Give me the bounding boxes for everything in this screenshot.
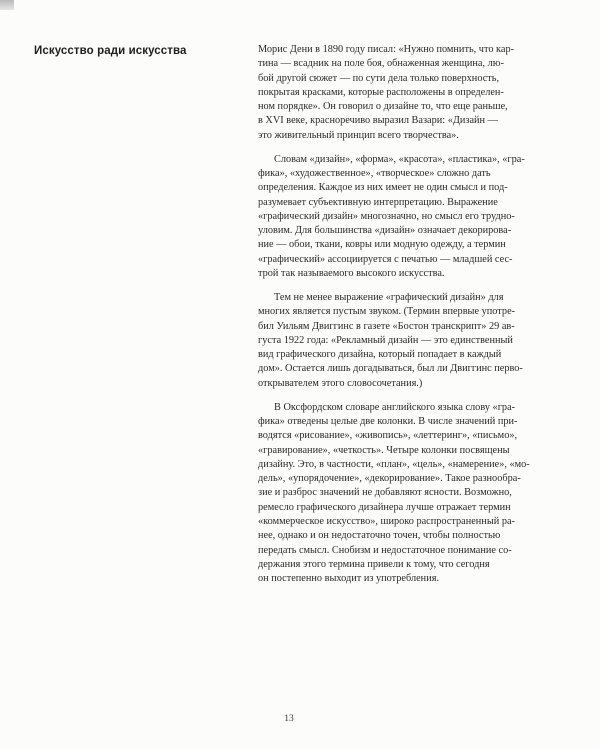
text-line: дель», «упорядочение», «декорирование». Такое разнообра-: [258, 473, 521, 485]
text-line: Морис Дени в 1890 году писал: «Нужно помнить, что кар-: [258, 44, 515, 55]
text-line: бил Уильям Двиггинс в газете «Бостон транскрипт» 29 ав-: [258, 320, 515, 332]
text-line: бой другой сюжет — по сути дела только поверхность,: [258, 72, 500, 84]
text-line: «коммерческое искусство», широко распространенный ра-: [258, 515, 515, 527]
text-line: ние — обои, ткани, ковры или модную одежду, а термин: [258, 239, 506, 251]
text-line: трой так называемого высокого искусства.: [258, 268, 445, 280]
text-line: открывателем этого словосочетания.): [258, 377, 423, 389]
text-line: держания этого термина привели к тому, что сегодня: [258, 558, 490, 570]
text-line: уловим. Для большинства «дизайн» означает декорирова-: [258, 225, 512, 237]
text-line: «графический дизайн» многозначно, но смысл его трудно-: [258, 210, 515, 222]
text-line: дизайну. Это, в частности, «план», «цель», «намерение», «мо-: [258, 458, 530, 470]
text-line: он постепенно выходит из употребления.: [258, 573, 440, 585]
text-line: определения. Каждое из них имеет не один смысл и под-: [258, 182, 508, 194]
page-number: 13: [284, 714, 294, 724]
scan-edge-mark: [0, 0, 14, 10]
text-line: разумевает субъективную интерпретацию. Выражение: [258, 196, 498, 208]
section-title: Искусство ради искусства: [34, 45, 187, 57]
paragraph: [258, 43, 571, 143]
text-line: водятся «рисование», «живопись», «леттеринг», «письмо»,: [258, 430, 518, 442]
text-line: тина — всадник на поле боя, обнаженная женщина, лю-: [258, 58, 504, 70]
text-line: вид графического дизайна, который попадает в каждый: [258, 349, 502, 361]
paragraph: [258, 153, 571, 282]
text-line: «графический» ассоциируется с печатью — младшей сес-: [258, 253, 513, 265]
text-line: фика» отведены целые две колонки. В числе значений при-: [258, 415, 518, 427]
text-line: это живительный принцип всего творчества».: [258, 129, 459, 141]
body-text-column: [258, 43, 571, 596]
text-line: В Оксфордском словаре английского языка слову «гра-: [274, 401, 516, 413]
text-line: покрытая красками, которые расположены в определен-: [258, 86, 504, 98]
text-line: ремесло графического дизайнера лучше отражает термин: [258, 501, 511, 513]
text-line: передать смысл. Снобизм и недостаточное понимание со-: [258, 544, 512, 556]
text-line: нее, однако и он недостаточно точен, чтобы полностью: [258, 530, 501, 542]
text-line: ном порядке». Он говорил о дизайне то, что еще раньше,: [258, 101, 508, 113]
text-line: Тем не менее выражение «графический дизайн» для: [274, 291, 504, 303]
text-line: многих является пустым звуком. (Термин впервые употре-: [258, 306, 516, 318]
paragraph: [258, 291, 571, 391]
text-line: в XVI веке, красноречиво выразил Вазари: «Дизайн —: [258, 115, 498, 127]
text-line: «гравирование», «четкость». Четыре колонки посвящены: [258, 444, 510, 456]
text-line: фика», «художественное», «творческое» сложно дать: [258, 167, 491, 179]
text-line: зие и разброс значений не добавляют ясности. Возможно,: [258, 487, 512, 499]
text-line: Словам «дизайн», «форма», «красота», «пластика», «гра-: [274, 153, 525, 165]
paragraph: [258, 401, 571, 587]
text-line: густа 1922 года: «Рекламный дизайн — это единственный: [258, 334, 513, 346]
text-line: дом». Остается лишь догадываться, был ли Двиггинс перво-: [258, 363, 523, 375]
